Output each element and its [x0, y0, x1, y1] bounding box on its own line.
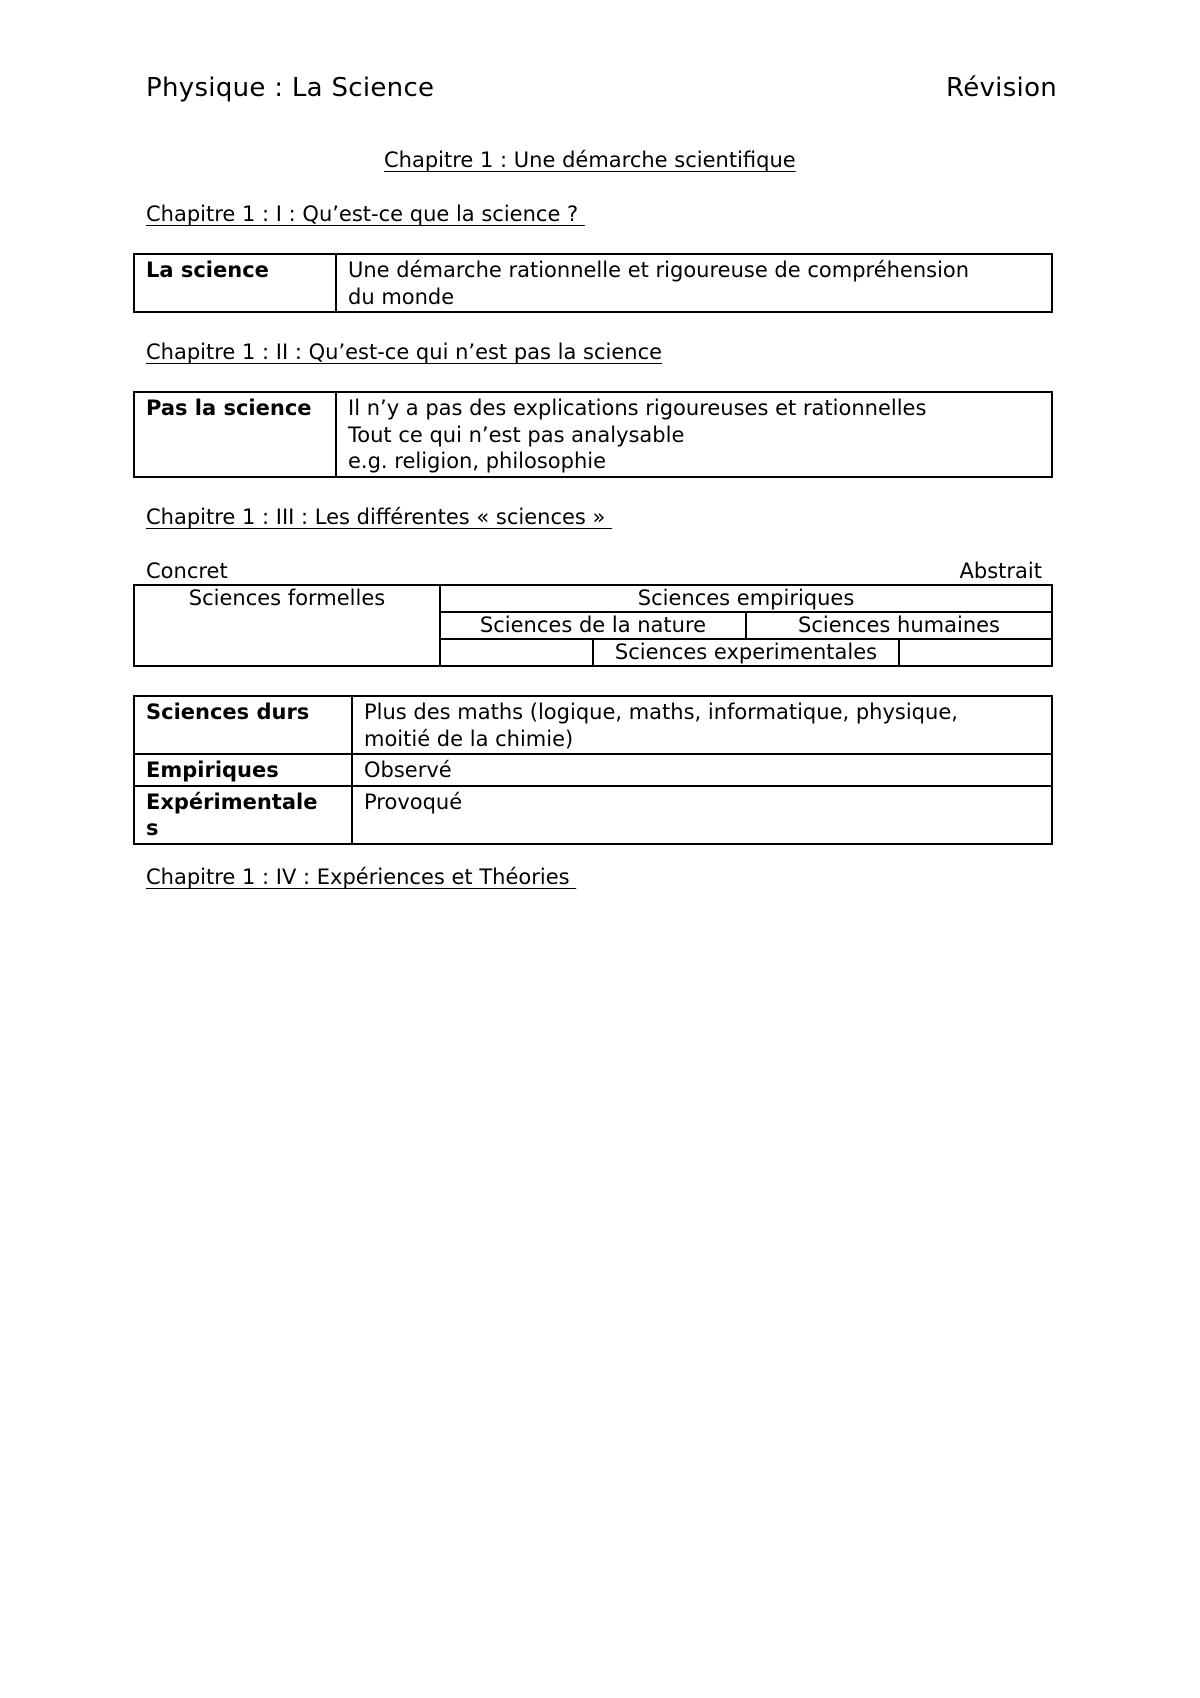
- type-key: Empiriques: [134, 754, 352, 786]
- definition-line: e.g. religion, philosophie: [348, 449, 607, 473]
- type-value: [352, 696, 1052, 754]
- type-line: Provoqué: [364, 789, 463, 814]
- type-value: [352, 786, 1052, 844]
- cell-sciences-experimentales: Sciences experimentales: [593, 639, 899, 666]
- definition-table-not-science: [133, 391, 1053, 478]
- definition-value: [336, 392, 1052, 477]
- table-row: [134, 585, 1052, 612]
- definition-line: du monde: [348, 284, 455, 309]
- type-value: [352, 754, 1052, 786]
- section-heading-4: Chapitre 1 : IV : Expériences et Théories: [146, 865, 577, 889]
- scale-left-label: Concret: [146, 559, 228, 583]
- section-heading-2: Chapitre 1 : II : Qu’est-ce qui n’est pas la science: [146, 340, 663, 364]
- cell-sciences-empiriques: Sciences empiriques: [440, 585, 1052, 612]
- definition-table-science: [133, 253, 1053, 313]
- cell-sciences-nature: Sciences de la nature: [440, 612, 746, 639]
- definition-line: Il n’y a pas des explications rigoureuses et rationnelles: [348, 396, 927, 420]
- table-row: [134, 754, 1052, 786]
- table-row: [134, 786, 1052, 844]
- type-key-line: Expérimentale: [146, 789, 318, 814]
- type-line: Plus des maths (logique, maths, informatique, physique,: [364, 700, 958, 724]
- chapter-title: Chapitre 1 : Une démarche scientifique: [384, 148, 796, 172]
- type-line: moitié de la chimie): [364, 726, 574, 751]
- type-key: [134, 786, 352, 844]
- section-heading-1: Chapitre 1 : I : Qu’est-ce que la science ?: [146, 202, 585, 226]
- table-row: [134, 254, 1052, 312]
- cell-sciences-formelles: Sciences formelles: [134, 585, 440, 666]
- type-line: Observé: [364, 758, 452, 782]
- scale-right-label: Abstrait: [959, 559, 1042, 583]
- definition-line: Tout ce qui n’est pas analysable: [348, 422, 685, 447]
- definition-key: La science: [134, 254, 336, 312]
- document-tag: Révision: [946, 73, 1058, 103]
- document-title: Physique : La Science: [146, 73, 435, 103]
- definition-key: Pas la science: [134, 392, 336, 477]
- definition-value: [336, 254, 1052, 312]
- cell-empty: [440, 639, 593, 666]
- type-key-line: s: [146, 816, 159, 840]
- table-row: [134, 392, 1052, 477]
- table-row: [134, 696, 1052, 754]
- type-key: Sciences durs: [134, 696, 352, 754]
- sciences-classification-table: [133, 584, 1053, 667]
- definition-line: Une démarche rationnelle et rigoureuse de compréhension: [348, 258, 970, 282]
- cell-empty: [899, 639, 1052, 666]
- science-types-table: [133, 695, 1053, 845]
- section-heading-3: Chapitre 1 : III : Les différentes « sciences »: [146, 505, 613, 529]
- cell-sciences-humaines: Sciences humaines: [746, 612, 1052, 639]
